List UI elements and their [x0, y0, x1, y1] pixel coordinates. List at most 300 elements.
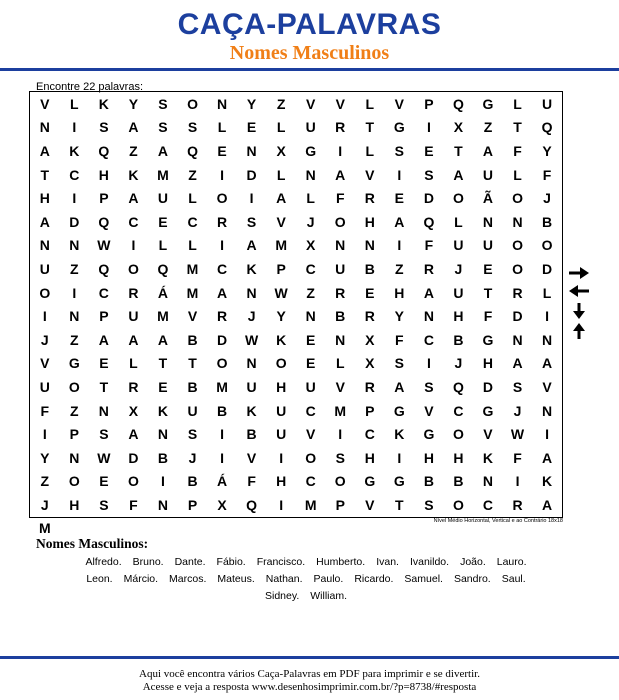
grid-cell: A	[423, 284, 434, 301]
grid-cell: X	[365, 355, 375, 372]
grid-cell: Y	[542, 142, 552, 159]
grid-cell: O	[452, 496, 464, 513]
grid-cell: F	[129, 496, 138, 513]
grid-cell: G	[393, 402, 405, 419]
grid-cell: D	[69, 213, 80, 230]
grid-cell: G	[393, 119, 405, 136]
grid-cell: P	[99, 190, 109, 207]
word-item: Ivanildo.	[409, 556, 450, 568]
grid-cell: Á	[216, 473, 228, 490]
grid-cell: V	[335, 95, 345, 112]
grid-cell: Q	[541, 119, 553, 136]
grid-cell: I	[161, 473, 165, 490]
grid-cell: T	[40, 166, 50, 183]
grid-cell: V	[365, 166, 375, 183]
grid-cell: Q	[246, 496, 258, 513]
grid-cell: A	[542, 355, 553, 372]
grid-cell: E	[365, 284, 375, 301]
grid-cell: H	[276, 473, 287, 490]
grid-cell: E	[217, 142, 227, 159]
grid-cell: U	[335, 260, 346, 277]
grid-cell: V	[542, 378, 552, 395]
grid-cell: V	[365, 496, 375, 513]
grid-cell: S	[424, 166, 434, 183]
grid-cell: N	[246, 142, 257, 159]
arrow-right-icon	[568, 266, 590, 280]
grid-cell: W	[244, 331, 259, 348]
grid-cell: D	[128, 449, 139, 466]
grid-cell: F	[40, 402, 50, 419]
grid-cell: U	[542, 95, 553, 112]
grid-cell: M	[38, 520, 51, 537]
grid-cell: O	[512, 190, 523, 207]
word-item: Alfredo.	[85, 556, 122, 568]
word-item: João.	[460, 556, 486, 568]
grid-cell: R	[364, 190, 375, 207]
grid-cell: V	[276, 213, 286, 230]
grid-cell: N	[69, 237, 80, 254]
grid-cell: Q	[98, 260, 110, 277]
grid-cell: M	[157, 308, 169, 325]
grid-cell: C	[216, 260, 228, 277]
word-item: Mateus.	[217, 573, 255, 585]
grid-cell: C	[305, 473, 316, 490]
grid-cell: S	[394, 142, 404, 159]
grid-cell: H	[276, 378, 287, 395]
grid-cell: F	[483, 308, 493, 325]
grid-cell: M	[157, 166, 169, 183]
grid-cell: S	[158, 95, 168, 112]
grid-cell: C	[305, 402, 316, 419]
grid-cell: T	[395, 496, 404, 513]
grid-cell: R	[364, 308, 375, 325]
grid-cell: T	[513, 119, 522, 136]
grid-cell: N	[98, 402, 109, 419]
grid-cell: I	[131, 237, 136, 254]
footer-divider	[0, 656, 619, 659]
page-title: CAÇA-PALAVRAS	[177, 8, 442, 41]
grid-cell: N	[246, 355, 257, 372]
grid-cell: U	[305, 378, 316, 395]
grid-cell: A	[542, 496, 553, 513]
word-item: Nathan.	[265, 573, 303, 585]
grid-cell: S	[187, 119, 198, 136]
grid-cell: E	[158, 378, 168, 395]
grid-cell: Z	[188, 166, 197, 183]
grid-cell: K	[276, 331, 287, 348]
grid-cell: C	[423, 331, 434, 348]
grid-cell: Z	[306, 284, 315, 301]
grid-cell: O	[275, 355, 287, 372]
grid-cell: L	[217, 119, 227, 136]
grid-cell: S	[158, 119, 168, 136]
grid-cell: G	[305, 142, 317, 159]
grid-cell: I	[220, 426, 224, 443]
footer-line-1: Aqui você encontra vários Caça-Palavras em PDF para imprimir e se divertir.	[139, 668, 480, 680]
grid-cell: L	[513, 95, 522, 112]
grid-cell: V	[306, 95, 316, 112]
grid-cell: B	[187, 331, 198, 348]
grid-cell: Q	[157, 260, 169, 277]
grid-cell: H	[453, 449, 464, 466]
grid-cell: L	[365, 142, 375, 159]
grid-cell: E	[99, 473, 109, 490]
grid-cell: F	[247, 473, 256, 490]
grid-cell: O	[452, 426, 464, 443]
grid-cell: I	[249, 190, 254, 207]
word-item: Ricardo.	[354, 573, 394, 585]
grid-cell: L	[542, 284, 552, 301]
grid-cell: Ã	[482, 190, 494, 207]
grid-cell: N	[216, 95, 228, 112]
grid-cell: J	[454, 260, 463, 277]
grid-cell: F	[335, 190, 345, 207]
grid-cell: U	[453, 284, 464, 301]
grid-cell: O	[127, 260, 139, 277]
grid-cell: K	[157, 402, 169, 419]
grid-cell: O	[512, 237, 523, 254]
word-list-row-1	[36, 556, 576, 568]
grid-cell: W	[274, 284, 288, 301]
grid-cell: G	[482, 402, 494, 419]
grid-cell: A	[39, 142, 50, 159]
grid-cell: Z	[483, 119, 493, 136]
grid-cell: K	[128, 166, 139, 183]
grid-cell: T	[483, 284, 493, 301]
grid-cell: U	[276, 426, 287, 443]
grid-cell: A	[394, 378, 405, 395]
grid-cell: G	[482, 95, 494, 112]
grid-cell: X	[276, 142, 286, 159]
grid-cell: W	[97, 449, 111, 466]
grid-cell: O	[305, 449, 317, 466]
grid-cell: N	[39, 119, 50, 136]
grid-cell: D	[512, 308, 523, 325]
grid-cell: U	[482, 237, 494, 254]
grid-cell: V	[483, 426, 493, 443]
grid-cell: S	[335, 449, 345, 466]
grid-cell: N	[157, 426, 169, 443]
word-item: Marcos.	[169, 573, 207, 585]
grid-cell: G	[364, 473, 376, 490]
grid-cell: N	[246, 284, 257, 301]
grid-cell: N	[512, 213, 523, 230]
grid-cell: U	[39, 378, 50, 395]
grid-cell: U	[157, 190, 169, 207]
grid-cell: A	[128, 190, 139, 207]
grid-cell: R	[335, 119, 346, 136]
grid-cell: V	[40, 95, 50, 112]
grid-cell: B	[453, 331, 464, 348]
grid-cell: M	[304, 496, 317, 513]
grid-cell: L	[276, 166, 286, 183]
grid-cell: N	[482, 473, 494, 490]
grid-cell: L	[335, 355, 345, 372]
grid-cell: I	[72, 284, 77, 301]
grid-cell: K	[542, 473, 553, 490]
grid-cell: K	[246, 260, 257, 277]
grid-cell: K	[98, 95, 109, 112]
word-item: Samuel.	[404, 573, 443, 585]
grid-cell: C	[98, 284, 109, 301]
word-item: William.	[310, 590, 347, 602]
grid-cell: L	[158, 237, 168, 254]
grid-cell: T	[188, 355, 197, 372]
grid-cell: M	[186, 260, 199, 277]
grid-cell: Z	[70, 260, 79, 277]
grid-cell: J	[40, 496, 49, 513]
grid-cell: O	[541, 237, 553, 254]
word-item: Saul.	[501, 573, 526, 585]
grid-cell: N	[482, 213, 494, 230]
grid-cell: H	[423, 449, 434, 466]
grid-cell: L	[365, 95, 375, 112]
grid-cell: L	[188, 237, 197, 254]
grid-cell: E	[99, 355, 109, 372]
grid-cell: I	[72, 190, 77, 207]
grid-cell: B	[453, 473, 464, 490]
grid-cell: I	[426, 355, 431, 372]
grid-cell: A	[128, 426, 139, 443]
grid-cell: D	[542, 260, 553, 277]
grid-cell: A	[157, 142, 169, 159]
grid-cell: C	[69, 166, 80, 183]
level-note: Nível Médio Horizontal, Vertical e ao Contrário 18x18	[433, 518, 563, 524]
grid-cell: S	[394, 355, 404, 372]
grid-cell: T	[99, 378, 109, 395]
grid-cell: O	[127, 473, 139, 490]
grid-cell: A	[216, 284, 228, 301]
grid-cell: H	[364, 213, 375, 230]
grid-cell: R	[128, 378, 139, 395]
grid-cell: L	[513, 166, 522, 183]
grid-cell: N	[423, 308, 434, 325]
grid-cell: L	[306, 190, 315, 207]
grid-cell: K	[69, 142, 80, 159]
grid-cell: G	[482, 331, 494, 348]
grid-cell: Q	[452, 95, 464, 112]
grid-cell: N	[305, 166, 316, 183]
grid-cell: O	[39, 284, 51, 301]
grid-cell: R	[512, 284, 523, 301]
grid-cell: Y	[128, 95, 139, 112]
grid-cell: K	[246, 402, 257, 419]
grid-cell: N	[39, 237, 50, 254]
grid-cell: G	[423, 426, 435, 443]
grid-cell: U	[305, 119, 316, 136]
grid-cell: I	[279, 449, 284, 466]
grid-cell: Q	[423, 213, 435, 230]
arrow-down-icon	[572, 302, 586, 320]
grid-cell: I	[545, 308, 550, 325]
letter-grid	[30, 92, 562, 540]
grid-cell: O	[68, 473, 80, 490]
grid-cell: C	[364, 426, 375, 443]
grid-cell: J	[306, 213, 315, 230]
word-item: Humberto.	[316, 556, 366, 568]
grid-cell: G	[68, 355, 80, 372]
grid-cell: R	[216, 308, 228, 325]
grid-cell: L	[276, 119, 286, 136]
grid-cell: D	[423, 190, 434, 207]
header-divider	[0, 68, 619, 71]
grid-cell: L	[188, 190, 197, 207]
grid-cell: R	[335, 284, 346, 301]
grid-cell: U	[187, 402, 198, 419]
grid-cell: Y	[40, 449, 50, 466]
grid-cell: S	[424, 496, 434, 513]
grid-cell: U	[246, 378, 257, 395]
grid-cell: E	[246, 119, 257, 136]
grid-cell: V	[246, 449, 257, 466]
grid-cell: K	[482, 449, 494, 466]
grid-cell: A	[246, 237, 257, 254]
grid-cell: R	[512, 496, 523, 513]
grid-cell: S	[424, 378, 434, 395]
grid-cell: L	[129, 355, 138, 372]
grid-cell: L	[70, 95, 79, 112]
grid-cell: E	[394, 190, 404, 207]
grid-cell: H	[453, 308, 464, 325]
grid-cell: B	[542, 213, 553, 230]
grid-cell: D	[246, 166, 257, 183]
grid-cell: Á	[157, 284, 169, 301]
grid-cell: W	[510, 426, 525, 443]
grid-cell: Z	[40, 473, 50, 490]
grid-cell: X	[306, 237, 316, 254]
grid-cell: S	[512, 378, 523, 395]
grid-cell: H	[482, 355, 494, 372]
grid-cell: Z	[70, 402, 79, 419]
grid-cell: A	[39, 213, 50, 230]
grid-cell: P	[424, 95, 434, 112]
grid-cell: C	[187, 213, 198, 230]
grid-cell: V	[187, 308, 198, 325]
grid-cell: B	[187, 473, 198, 490]
grid-cell: O	[334, 473, 346, 490]
grid-cell: O	[216, 355, 228, 372]
grid-cell: N	[542, 331, 553, 348]
grid-cell: W	[97, 237, 111, 254]
grid-cell: J	[40, 331, 49, 348]
grid-cell: O	[512, 260, 523, 277]
grid-cell: M	[216, 378, 228, 395]
grid-cell: I	[426, 119, 431, 136]
word-item: Lauro.	[496, 556, 527, 568]
word-item: Sidney.	[265, 590, 300, 602]
grid-cell: H	[394, 284, 405, 301]
grid-cell: E	[158, 213, 168, 230]
grid-cell: B	[335, 308, 346, 325]
grid-cell: Q	[98, 213, 110, 230]
grid-cell: Z	[395, 260, 404, 277]
grid-cell: B	[187, 378, 198, 395]
grid-cell: I	[338, 426, 343, 443]
grid-cell: Q	[452, 378, 464, 395]
grid-cell: N	[512, 331, 523, 348]
grid-cell: S	[99, 426, 109, 443]
grid-cell: S	[99, 496, 109, 513]
grid-cell: A	[128, 331, 139, 348]
instructions: Encontre 22 palavras:	[36, 81, 144, 93]
grid-cell: I	[515, 473, 520, 490]
word-item: Márcio.	[123, 573, 159, 585]
grid-cell: O	[68, 378, 80, 395]
grid-cell: N	[364, 237, 375, 254]
grid-cell: S	[246, 213, 257, 230]
grid-cell: T	[454, 142, 463, 159]
grid-cell: C	[305, 260, 316, 277]
grid-cell: F	[395, 331, 404, 348]
grid-cell: U	[276, 402, 287, 419]
grid-cell: J	[188, 449, 197, 466]
grid-cell: F	[542, 166, 552, 183]
grid-cell: Y	[276, 308, 286, 325]
word-item: Ivan.	[376, 556, 399, 568]
grid-cell: I	[397, 166, 402, 183]
grid-cell: E	[483, 260, 493, 277]
grid-cell: N	[69, 308, 80, 325]
grid-cell: H	[364, 449, 375, 466]
grid-cell: N	[157, 496, 169, 513]
grid-cell: R	[128, 284, 139, 301]
grid-cell: R	[216, 213, 228, 230]
grid-cell: V	[335, 378, 345, 395]
word-list-row-2	[36, 573, 576, 585]
grid-cell: I	[397, 237, 402, 254]
grid-cell: I	[220, 449, 224, 466]
grid-cell: A	[276, 190, 287, 207]
grid-cell: B	[157, 449, 169, 466]
grid-cell: R	[364, 378, 375, 395]
grid-cell: I	[397, 449, 402, 466]
grid-cell: D	[482, 378, 494, 395]
grid-cell: F	[513, 142, 522, 159]
grid-cell: P	[69, 426, 79, 443]
grid-cell: N	[335, 237, 346, 254]
grid-cell: S	[99, 119, 109, 136]
word-item: Paulo.	[313, 573, 344, 585]
word-item: Francisco.	[256, 556, 306, 568]
grid-cell: I	[220, 166, 224, 183]
grid-cell: Z	[129, 142, 138, 159]
grid-cell: V	[394, 95, 404, 112]
grid-cell: H	[39, 190, 50, 207]
grid-cell: T	[365, 119, 375, 136]
grid-cell: V	[424, 402, 434, 419]
grid-cell: A	[98, 331, 109, 348]
grid-cell: A	[542, 449, 553, 466]
grid-cell: X	[217, 496, 227, 513]
grid-cell: M	[334, 402, 347, 419]
grid-cell: E	[306, 331, 316, 348]
grid-cell: X	[453, 119, 464, 136]
grid-cell: Q	[187, 142, 198, 159]
grid-cell: P	[99, 308, 109, 325]
grid-cell: O	[452, 190, 464, 207]
grid-cell: Q	[98, 142, 110, 159]
grid-cell: A	[453, 166, 464, 183]
grid-cell: A	[512, 355, 523, 372]
grid-cell: N	[69, 449, 80, 466]
grid-cell: V	[40, 355, 50, 372]
grid-cell: H	[98, 166, 109, 183]
grid-cell: J	[513, 402, 522, 419]
grid-cell: B	[246, 426, 257, 443]
grid-cell: J	[247, 308, 256, 325]
word-list-title: Nomes Masculinos:	[36, 536, 149, 551]
grid-cell: P	[276, 260, 286, 277]
